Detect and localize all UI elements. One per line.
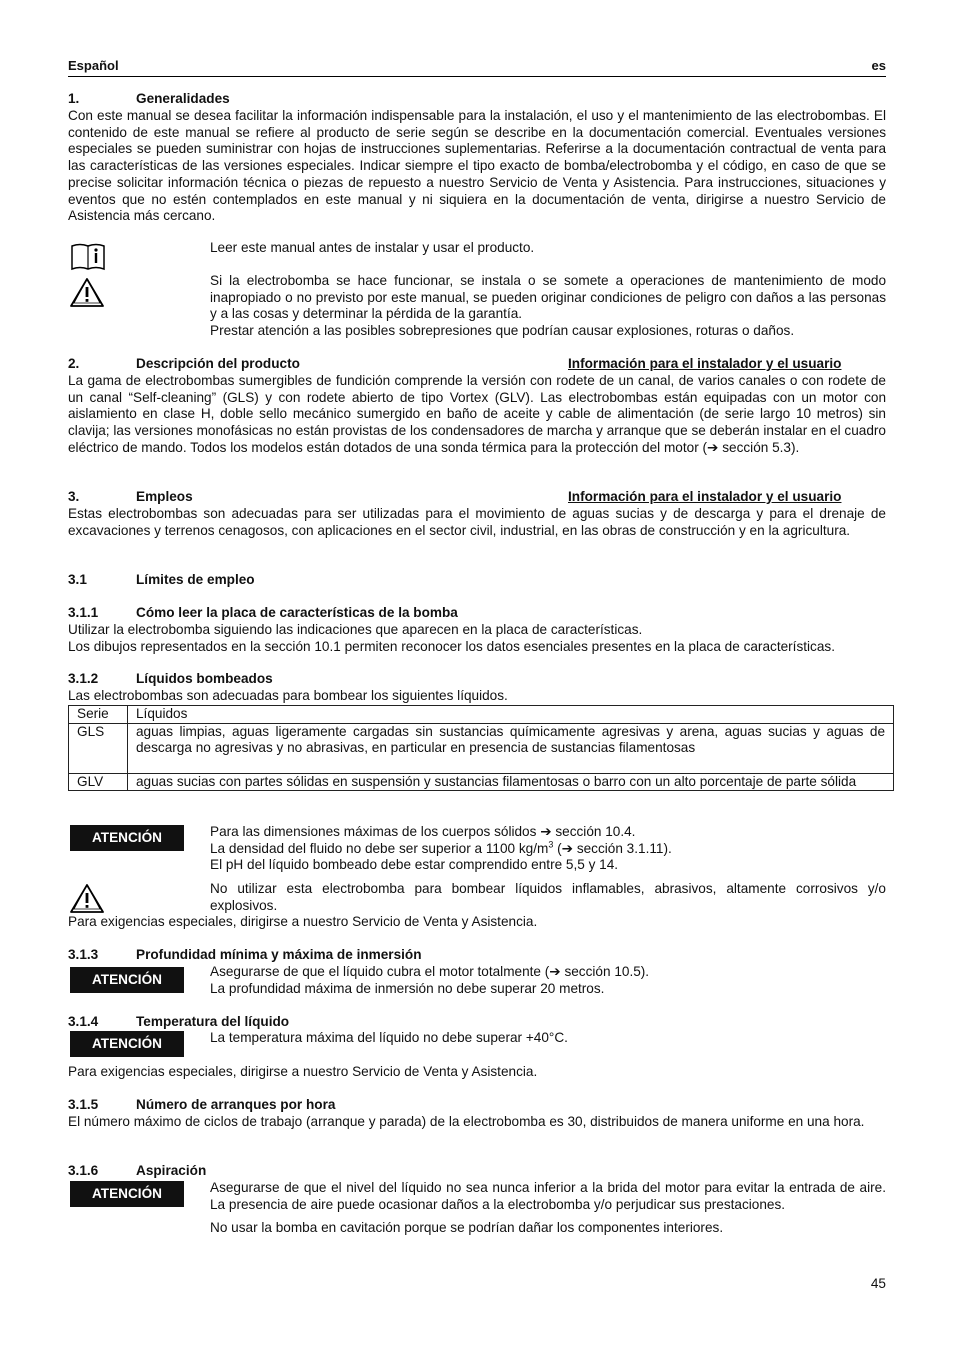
section-reference: sección 3.1.11). (576, 840, 672, 856)
attention-badge: ATENCIÓN (70, 825, 184, 851)
section-number: 3. (68, 489, 80, 504)
read-manual-icon (70, 242, 106, 272)
notice-overpressure: Prestar atención a las posibles sobrepresiones que podrían causar explosiones, roturas o daños. (210, 323, 795, 338)
attention-text (210, 964, 886, 997)
section-title: Profundidad mínima y máxima de inmersión (136, 947, 422, 962)
section-heading (68, 671, 886, 688)
table-cell: GLS (69, 723, 128, 773)
table-cell: aguas limpias, aguas ligeramente cargadas sin sustancias químicamente agresivas y arena, aguas sucias y aguas de descarga no agresivas y no abrasivas, en particular en presencia de sustancias filamentosas (128, 723, 894, 773)
section-number: 3.1.2 (68, 671, 99, 686)
notice-danger: Si la electrobomba se hace funcionar, se instala o se somete a operaciones de mantenimiento de modo inapropiado o no previsto por este manual, se pueden originar condiciones de peligro con daños a las personas y a las cosas y determinar la pérdida de la garantía. (210, 273, 886, 322)
arrow-right-icon: ➔ (707, 439, 719, 455)
table-header-cell: Líquidos (128, 706, 894, 724)
paragraph (210, 964, 886, 981)
section-heading (68, 1014, 886, 1031)
liquids-table (68, 705, 894, 791)
section-reference: sección 5.3). (722, 439, 800, 455)
page-number: 45 (870, 1276, 886, 1291)
section-audience: Información para el instalador y el usuario (568, 489, 842, 504)
section-body-text: La gama de electrobombas sumergibles de fundición comprende la versión con rodete de un canal, de varios canales o con rodete de un canal “Self-cleaning” (GLS) y con rodete abierto de tipo Vortex (GLV). Las electrobombas están equipadas con un motor con aislamiento en clase H, doble sello mecánico sumergido en baño de aceite y cable de alimentación (de serie largo 10 metros) sin clavija; las versiones monofásicas no están provistas de los condensadores de marcha y arranque que se deberán instalar en el cuadro eléctrico de mando. Todos los modelos están dotados de una sonda térmica para la protección del motor (68, 373, 886, 455)
section-number: 1. (68, 91, 80, 106)
section-3 (68, 489, 886, 539)
section-3-1-5 (68, 1097, 886, 1131)
text: Para las dimensiones máximas de los cuerpos sólidos (210, 824, 537, 839)
section-number: 3.1.1 (68, 605, 99, 620)
paragraph: La profundidad máxima de inmersión no debe superar 20 metros. (210, 980, 605, 996)
section-heading (68, 1097, 886, 1114)
section-2 (68, 356, 886, 457)
section-number: 3.1.4 (68, 1014, 99, 1029)
section-reference: sección 10.4. (555, 824, 636, 839)
paragraph: Los dibujos representados en la sección 10.1 permiten reconocer los datos esenciales presentes en la placa de características. (68, 638, 835, 654)
page-header (68, 58, 886, 77)
section-3-1-3 (68, 947, 886, 964)
section-3-1-4 (68, 1014, 886, 1031)
section-audience: Información para el instalador y el usuario (568, 356, 842, 371)
section-number: 3.1.6 (68, 1163, 99, 1178)
section-number: 3.1 (68, 572, 87, 587)
section-heading (68, 1163, 886, 1180)
header-language: Español (68, 58, 119, 73)
arrow-right-icon: ➔ (549, 964, 561, 979)
section-body: Estas electrobombas son adecuadas para ser utilizadas para el movimiento de aguas sucias y de descarga y para el drenaje de excavaciones y terrenos cenagosos, con aplicaciones en el sector civil, industrial, en las obras de construcción y en la agricultura. (68, 506, 886, 538)
text: Asegurarse de que el líquido cubra el motor totalmente ( (210, 964, 550, 979)
section-1 (68, 91, 886, 225)
section-body: El número máximo de ciclos de trabajo (arranque y parada) de la electrobomba es 30, distribuidos de manera uniforme en una hora. (68, 1114, 865, 1129)
paragraph: El pH del líquido bombeado debe estar comprendido entre 5,5 y 14. (210, 857, 619, 873)
section-title: Empleos (136, 489, 193, 504)
section-number: 2. (68, 356, 80, 371)
header-code: es (871, 58, 886, 73)
attention-text (210, 824, 886, 874)
attention-text: Asegurarse de que el nivel del líquido no sea nunca inferior a la brida del motor para evitar la entrada de aire. La presencia de aire puede ocasionar daños a la electrobomba y/o perjudicar sus prestaciones. (210, 1180, 886, 1212)
table-header-cell: Serie (69, 706, 128, 724)
section-reference: sección 10.5). (564, 964, 650, 979)
section-heading (68, 605, 886, 622)
section-body: La gama de electrobombas sumergibles de fundición comprende la versión con rodete de un canal, de varios canales o con rodete de un canal “Self-cleaning” (GLS) y con rodete abierto de tipo Vortex (GLV). Las electrobombas están equipadas con un motor con aislamiento en clase H, doble sello mecánico sumergido en baño de aceite y cable de alimentación (de serie largo 10 metros) sin clavija; las versiones monofásicas no están provistas de los condensadores de marcha y arranque que se deberán instalar en el cuadro eléctrico de mando. Todos los modelos están dotados de una sonda térmica para la protección del motor (➔ sección 5.3). (68, 373, 886, 455)
text: La densidad del fluido no debe ser superior a 1100 kg/m (210, 840, 549, 856)
section-3-1-1 (68, 605, 886, 655)
section-heading (68, 356, 886, 373)
paragraph: Para exigencias especiales, dirigirse a nuestro Servicio de Venta y Asistencia. (68, 914, 538, 929)
section-title: Número de arranques por hora (136, 1097, 336, 1112)
section-heading (68, 489, 886, 506)
paragraph (210, 841, 886, 858)
arrow-right-icon: ➔ (540, 824, 552, 839)
section-3-1 (68, 572, 886, 589)
table-row (69, 773, 894, 791)
table-header-row (69, 706, 894, 724)
paragraph: Las electrobombas son adecuadas para bombear los siguientes líquidos. (68, 688, 508, 703)
table-row (69, 723, 894, 773)
section-title: Límites de empleo (136, 572, 255, 587)
attention-badge: ATENCIÓN (70, 1031, 184, 1057)
paragraph: Utilizar la electrobomba siguiendo las indicaciones que aparecen en la placa de características. (68, 622, 643, 637)
notice-read-manual: Leer este manual antes de instalar y usar el producto. (210, 240, 535, 255)
attention-text: La temperatura máxima del líquido no debe superar +40°C. (210, 1030, 568, 1045)
paragraph: Para exigencias especiales, dirigirse a nuestro Servicio de Venta y Asistencia. (68, 1064, 538, 1079)
section-title: Cómo leer la placa de características de la bomba (136, 605, 458, 620)
paragraph: No usar la bomba en cavitación porque se podrían dañar los componentes interiores. (210, 1220, 724, 1235)
section-body: Con este manual se desea facilitar la información indispensable para la instalación, el uso y el mantenimiento de las electrobombas. El contenido de este manual se refiere al producto de serie según se describe en la documentación comercial. Eventuales versiones especiales se pueden suministrar con hojas de instrucciones suplementarias. Referirse a la documentación contractual de venta para las características de las versiones especiales. Indicar siempre el tipo exacto de bomba/electrobomba y el código, en caso de que se precise solicitar información técnica o piezas de repuesto a nuestro Servicio de Venta y Asistencia. Para instrucciones, situaciones y eventos que no estén contemplados en este manual y ni siquiera en la documentación de venta, dirigirse a nuestro Servicio de Asistencia más cercano. (68, 108, 886, 224)
attention-badge: ATENCIÓN (70, 967, 184, 993)
warning-icon (69, 277, 105, 308)
table-cell: aguas sucias con partes sólidas en suspensión y sustancias filamentosas o barro con un alto porcentaje de parte sólida (128, 773, 894, 791)
section-title: Aspiración (136, 1163, 207, 1178)
section-3-1-6 (68, 1163, 886, 1180)
warning-icon (69, 883, 105, 914)
text: ( (557, 840, 562, 856)
attention-badge: ATENCIÓN (70, 1181, 184, 1207)
section-title: Descripción del producto (136, 356, 300, 371)
superscript: 3 (548, 839, 554, 850)
section-heading (68, 572, 886, 589)
table-cell: GLV (69, 773, 128, 791)
section-number: 3.1.5 (68, 1097, 99, 1112)
section-3-1-2 (68, 671, 886, 705)
section-heading (68, 947, 886, 964)
section-number: 3.1.3 (68, 947, 99, 962)
section-title: Líquidos bombeados (136, 671, 273, 686)
section-title: Temperatura del líquido (136, 1014, 290, 1029)
warning-text: No utilizar esta electrobomba para bombear líquidos inflamables, abrasivos, altamente corrosivos y/o explosivos. (210, 881, 886, 913)
arrow-right-icon: ➔ (561, 840, 574, 856)
section-title: Generalidades (136, 91, 230, 106)
section-heading (68, 91, 886, 108)
